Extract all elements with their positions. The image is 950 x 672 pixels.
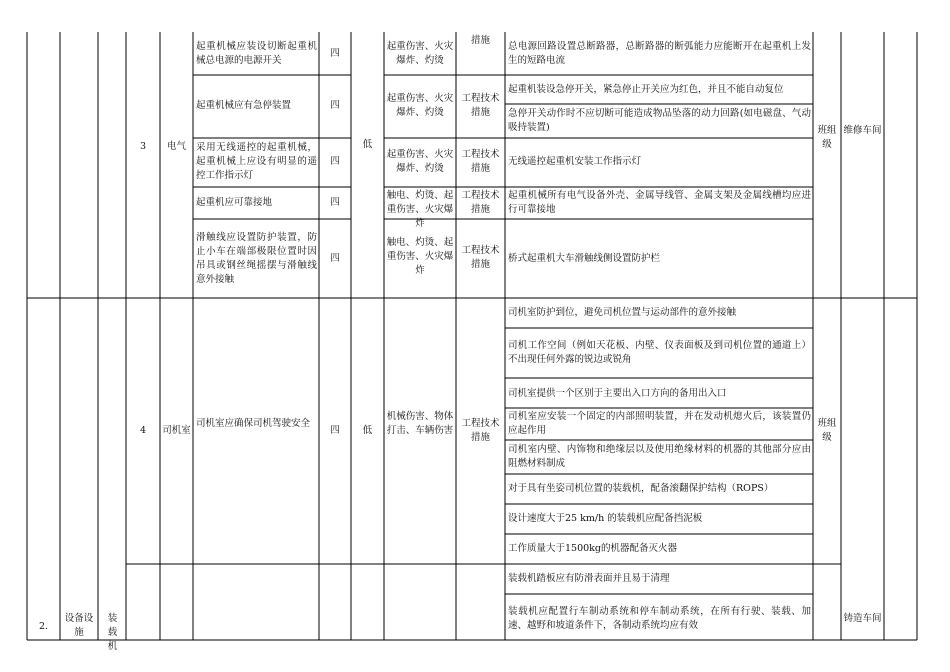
control-measure: 司机室提供一个区别于主要出入口方向的备用出入口 [508,388,727,399]
standard-grade: 四 [330,48,340,59]
check-standard: 起重机械应装设切断起重机械总电源的电源开关 [196,41,317,66]
equipment-name: 装载机 [107,613,118,652]
accident-consequence: 起重伤害、火灾爆炸、灼烫 [386,93,454,118]
control-level: 班组级 [817,418,837,443]
accident-consequence: 起重伤害、火灾爆炸、灼烫 [386,41,454,66]
standard-grade: 四 [330,100,340,111]
standard-grade: 四 [330,425,340,436]
control-measure: 无线遥控起重机安装工作指示灯 [508,156,642,167]
control-measure: 急停开关动作时不应切断可能造成物品坠落的动力回路(如电磁盘、气动吸持装置) [508,108,811,133]
control-measure: 总电源回路设置总断路器，总断路器的断弧能力应能断开在起重机上发生的短路电流 [508,41,811,66]
control-measure: 起重机装设急停开关，紧急停止开关应为红色，并且不能自动复位 [508,84,784,95]
accident-consequence: 机械伤害、物体打击、车辆伤害 [386,411,454,436]
seq-number: 3 [139,141,147,152]
measure-type: 工程技术措施 [461,245,500,270]
risk-level: 低 [362,425,373,436]
control-measure: 司机室防护到位，避免司机位置与运动部件的意外接触 [508,307,737,318]
control-measure: 工作质量大于1500kg的机器配备灭火器 [508,543,678,554]
accident-consequence: 触电、灼烫、起重伤害、火灾爆炸 [386,190,454,229]
measure-type: 工程技术措施 [461,93,500,118]
measure-type: 措施 [470,35,490,46]
control-measure: 司机室内壁、内饰物和绝缘层以及使用绝缘材料的机器的其他部分应由阻燃材料制成 [508,444,811,469]
hazard-category: 电气 [166,141,186,152]
check-standard: 采用无线遥控的起重机械，起重机械上应设有明显的遥控工作指示灯 [196,142,317,181]
control-measure: 对于具有坐姿司机位置的装载机，配备滚翻保护结构（ROPS） [508,483,774,494]
standard-grade: 四 [330,253,340,264]
measure-type: 工程技术措施 [461,149,500,174]
control-measure: 起重机械所有电气设备外壳、金属导线管、金属支架及金属线槽均应进行可靠接地 [508,190,811,215]
risk-level: 低 [362,139,373,150]
control-measure: 装载机应配置行车制动系统和停车制动系统，在所有行驶、装载、加速、越野和坡道条件下，各制动系统均应有效 [508,606,811,631]
control-measure: 司机室应安装一个固定的内部照明装置，并在发动机熄火后，该装置仍应起作用 [508,411,811,436]
check-standard: 滑触线应设置防护装置，防止小车在端部极限位置时因吊具或钢丝绳摇摆与滑触线意外接触 [196,232,317,285]
seq-number: 4 [139,425,147,436]
accident-consequence: 起重伤害、火灾爆炸、灼烫 [386,149,454,174]
equipment-group: 设备设施 [64,613,94,638]
responsible-department: 铸造车间 [843,613,882,624]
item-number: 2. [38,621,49,632]
control-measure: 装载机踏板应有防滑表面并且易于清理 [508,573,670,584]
check-standard: 司机室应确保司机驾驶安全 [196,418,311,429]
standard-grade: 四 [330,197,340,208]
control-measure: 设计速度大于25 km/h 的装载机应配备挡泥板 [508,513,703,524]
check-standard: 起重机械应有急停装置 [196,100,292,111]
accident-consequence: 触电、灼烫、起重伤害、火灾爆炸 [386,237,454,276]
control-measure: 司机工作空间（例如天花板、内壁、仪表面板及到司机位置的通道上）不出现任何外露的锐边或锐角 [508,340,811,365]
control-measure: 桥式起重机大车滑触线侧设置防护栏 [508,253,661,264]
measure-type: 工程技术措施 [461,190,500,215]
standard-grade: 四 [330,156,340,167]
control-level: 班组级 [817,125,837,150]
measure-type: 工程技术措施 [461,418,500,443]
responsible-department: 维修车间 [843,125,882,136]
hazard-category: 司机室 [162,425,191,436]
check-standard: 起重机应可靠接地 [196,197,273,208]
